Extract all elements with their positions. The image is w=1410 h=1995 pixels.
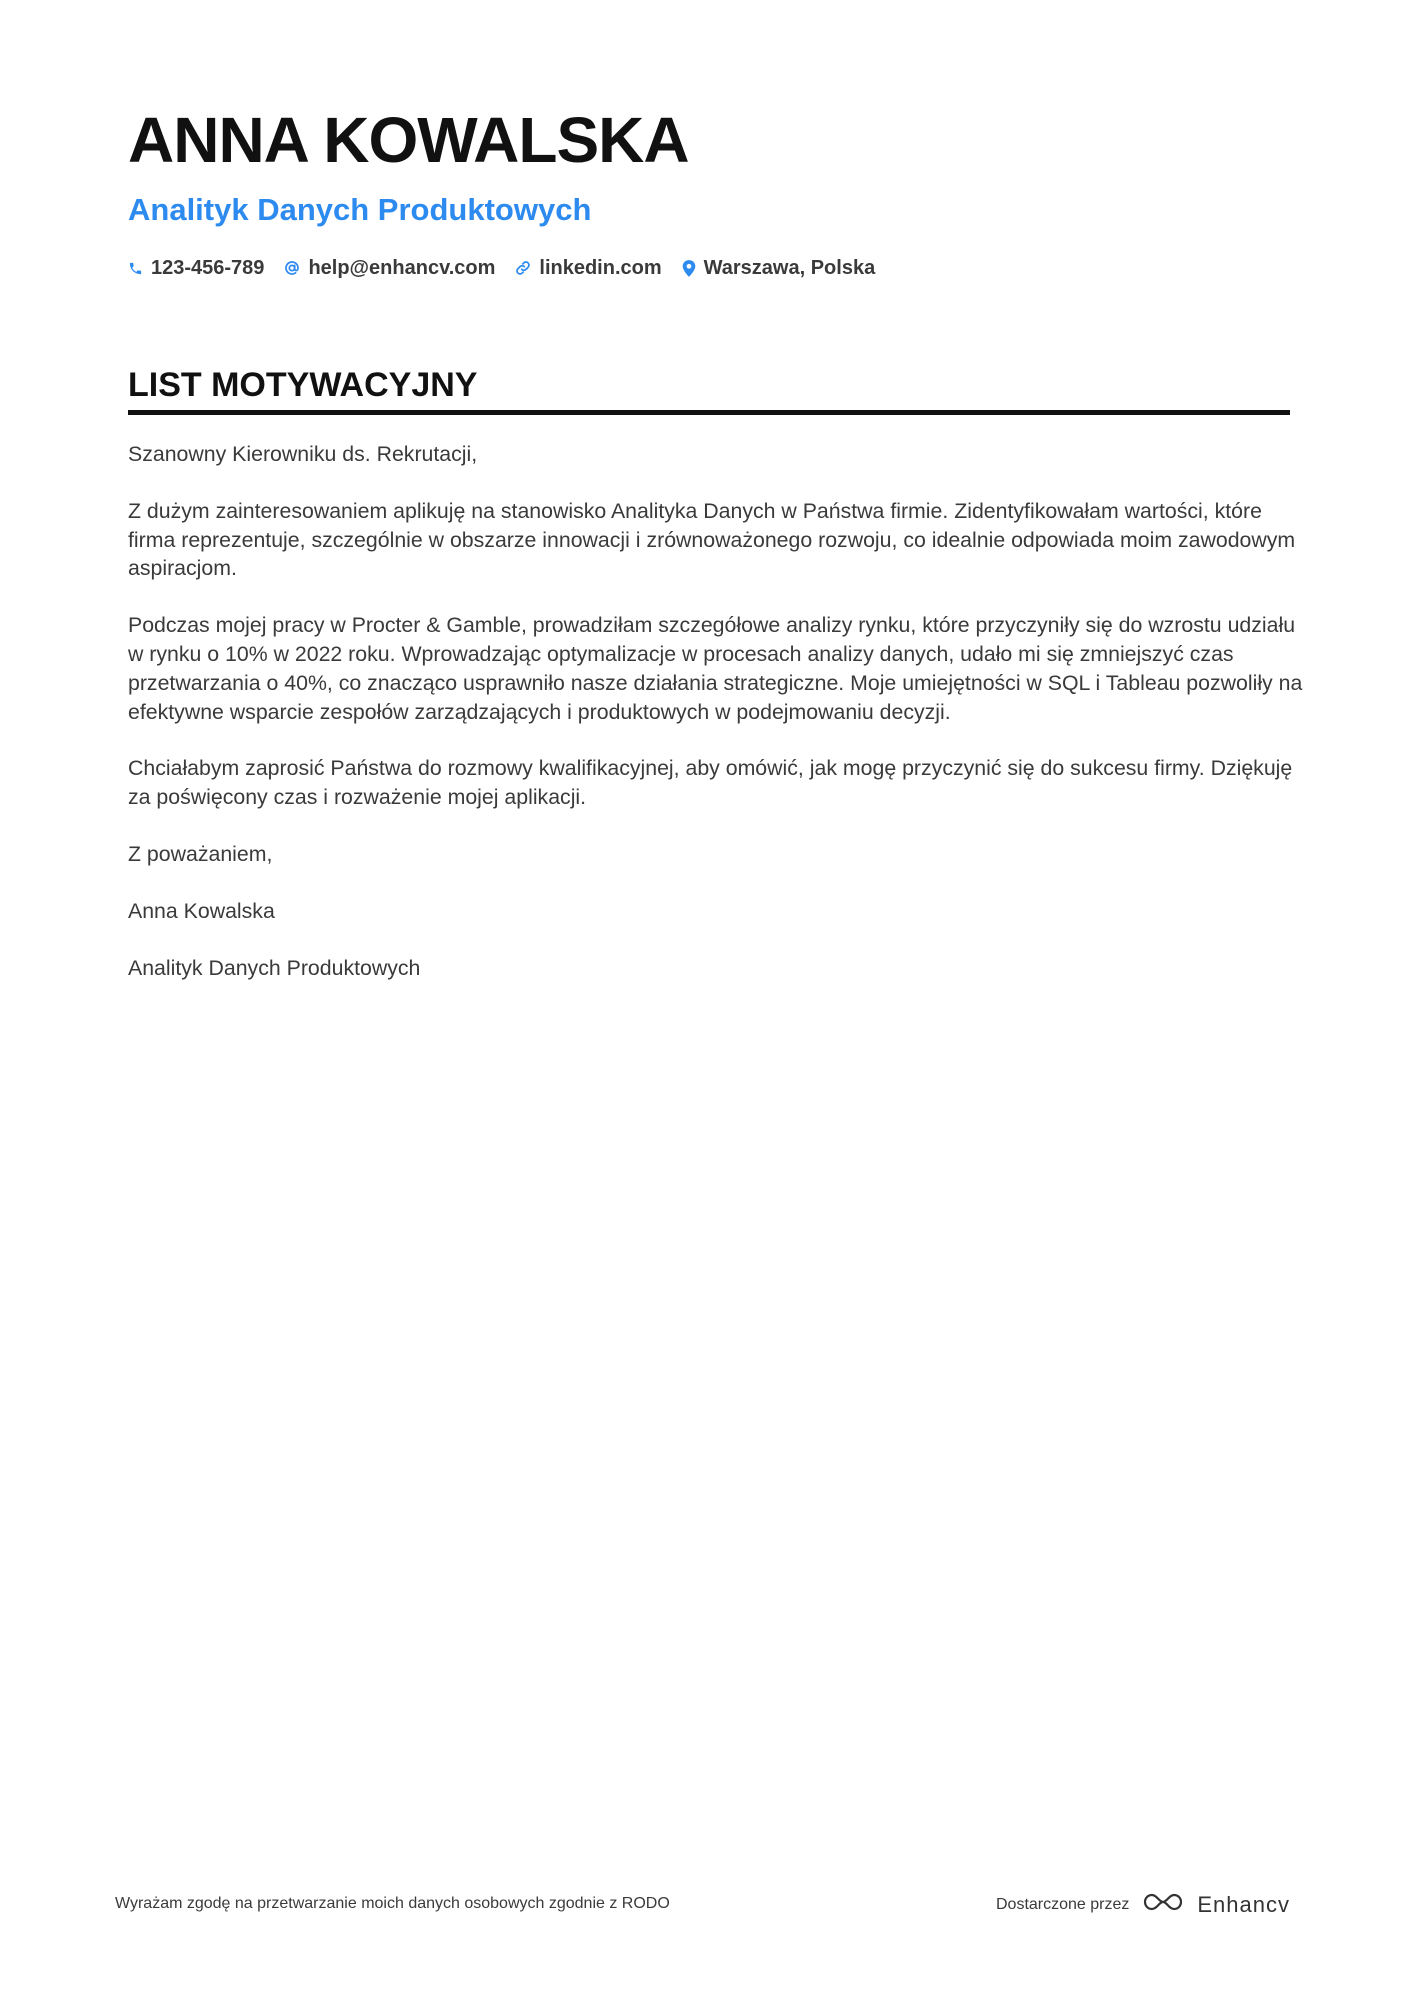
enhancv-logo-icon bbox=[1141, 1890, 1187, 1919]
applicant-job-title: Analityk Danych Produktowych bbox=[128, 192, 592, 227]
provided-by-label: Dostarczone przez bbox=[995, 1895, 1130, 1913]
location-text: Warszawa, Polska bbox=[703, 256, 876, 279]
contact-linkedin bbox=[515, 257, 661, 280]
link-icon bbox=[515, 260, 531, 276]
linkedin-url: linkedin.com bbox=[539, 256, 662, 279]
contact-phone bbox=[128, 257, 264, 280]
footer-branding bbox=[996, 1890, 1290, 1919]
at-icon bbox=[284, 260, 300, 276]
phone-icon bbox=[128, 261, 143, 276]
gdpr-consent: Wyrażam zgodę na przetwarzanie moich danych osobowych zgodnie z RODO bbox=[115, 1895, 670, 1912]
contact-email bbox=[284, 257, 495, 280]
letter-closing: Z poważaniem, bbox=[128, 841, 273, 866]
section-divider bbox=[128, 410, 1290, 415]
contact-bar bbox=[128, 253, 875, 283]
contact-location bbox=[682, 257, 876, 280]
applicant-name: ANNA KOWALSKA bbox=[128, 104, 689, 176]
letter-salutation: Szanowny Kierowniku ds. Rekrutacji, bbox=[128, 442, 478, 466]
letter-body bbox=[128, 440, 1303, 1010]
signature-name: Anna Kowalska bbox=[128, 898, 275, 923]
letter-paragraph: Z dużym zainteresowaniem aplikuję na stanowisko Analityka Danych w Państwa firmie. Zidentyfikowałam wartości, które firma reprezentuje, szczególnie w obszarze innowacji i zrównoważonego rozwoju, co idealnie odpowiada moim zawodowym aspiracjom. bbox=[128, 498, 1296, 581]
signature-title: Analityk Danych Produktowych bbox=[128, 955, 421, 980]
email-address: help@enhancv.com bbox=[308, 256, 496, 279]
brand-name: Enhancv bbox=[1197, 1891, 1290, 1917]
letter-paragraph: Podczas mojej pracy w Procter & Gamble, prowadziłam szczegółowe analizy rynku, które przyczyniły się do wzrostu udziału w rynku o 10% w 2022 roku. Wprowadzając optymalizacje w procesach analizy danych, udało mi się zmniejszyć czas przetwarzania o 40%, co znacząco usprawniło nasze działania strategiczne. Moje umiejętności w SQL i Tableau pozwoliły na efektywne wsparcie zespołów zarządzających i produktowych w podejmowaniu decyzji. bbox=[128, 613, 1303, 724]
location-pin-icon bbox=[682, 260, 696, 277]
section-title: LIST MOTYWACYJNY bbox=[128, 366, 478, 404]
letter-paragraph: Chciałabym zaprosić Państwa do rozmowy kwalifikacyjnej, aby omówić, jak mogę przyczynić się do sukcesu firmy. Dziękuję za poświęcony czas i rozważenie mojej aplikacji. bbox=[128, 756, 1293, 810]
brand[interactable] bbox=[1141, 1890, 1290, 1919]
phone-number: 123-456-789 bbox=[151, 256, 265, 279]
